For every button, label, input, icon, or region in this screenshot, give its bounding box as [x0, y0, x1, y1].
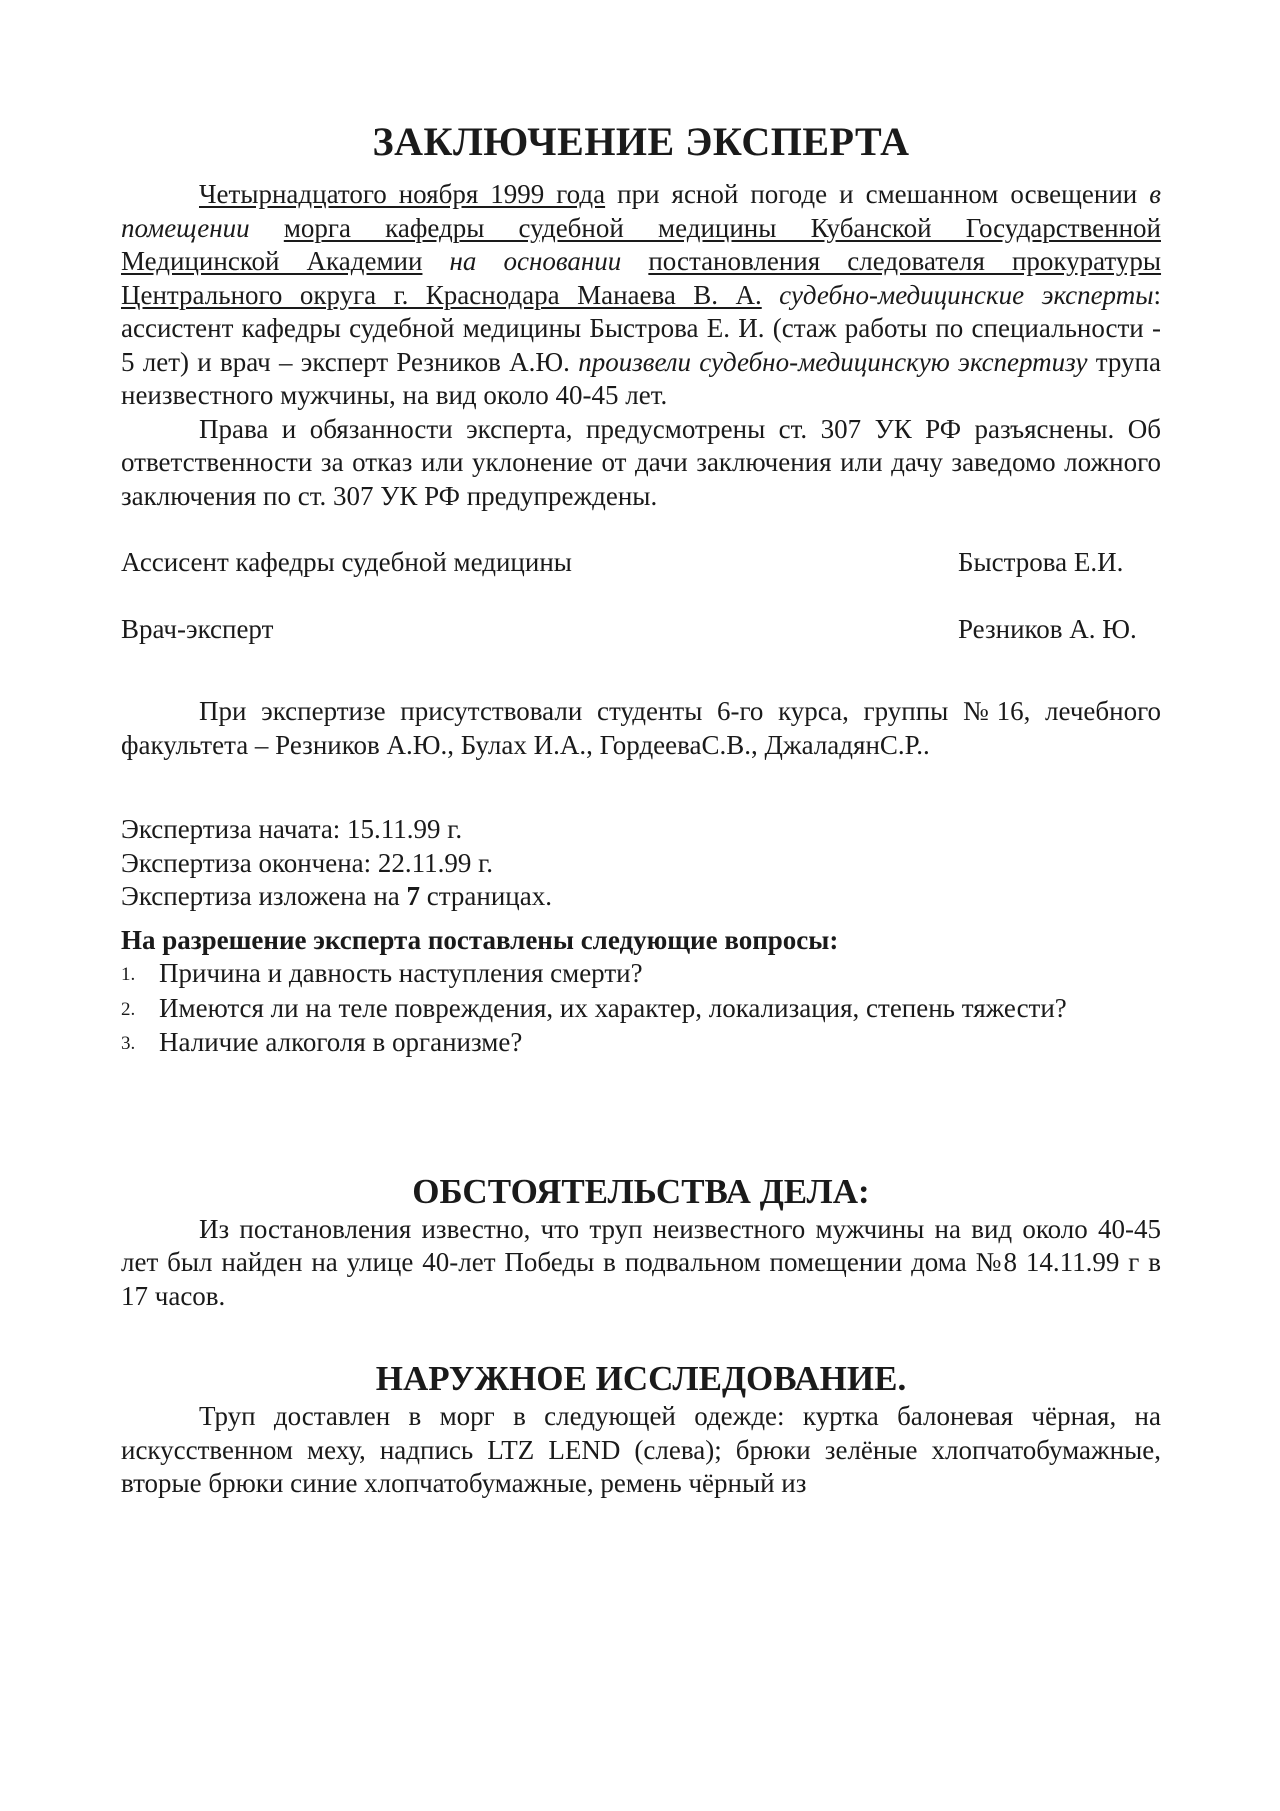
list-item-text: Наличие алкоголя в организме?: [159, 1027, 523, 1057]
document-title: ЗАКЛЮЧЕНИЕ ЭКСПЕРТА: [372, 119, 910, 164]
expertise-pages: Экспертиза изложена на 7 страницах.: [121, 881, 552, 911]
signature-row-doctor: [121, 613, 1161, 647]
external-heading: НАРУЖНОЕ ИССЛЕДОВАНИЕ.: [375, 1359, 907, 1398]
rights-paragraph: Права и обязанности эксперта, предусмотрены ст. 307 УК РФ разъяснены. Об ответственности за отказ или уклонение от дачи заключения или дачу заведомо ложного заключения по ст. 307 УК РФ предупреждены.: [121, 413, 1161, 511]
intro-date: Четырнадцатого ноября 1999 года: [199, 179, 606, 209]
expertise-started: Экспертиза начата: 15.11.99 г.: [121, 814, 463, 844]
intro-in-room: в помещении: [121, 179, 1161, 243]
questions-list: [121, 957, 1161, 1061]
intro-on-basis: на основании: [449, 246, 622, 276]
list-item-text: Причина и давность наступления смерти?: [159, 958, 643, 988]
intro-subject: трупа неизвестного мужчины, на вид около 40-45 лет.: [121, 346, 1161, 410]
intro-morgue: морга кафедры судебной медицины Кубанской Государственной Медицинской Академии: [121, 212, 1161, 276]
signature-role: Врач-эксперт: [121, 613, 274, 644]
intro-resolution: постановления следователя прокуратуры Центрального округа г. Краснодара Манаева В. А.: [121, 246, 1162, 310]
intro-experts-label: судебно-медицинские эксперты: [779, 279, 1154, 310]
intro-performed: произвели судебно-медицинскую экспертизу: [578, 346, 1088, 377]
list-item-number: 1.: [121, 964, 136, 985]
questions-heading: На разрешение эксперта поставлены следующие вопросы:: [121, 924, 839, 955]
pages-count: 7: [406, 881, 421, 911]
list-item: [121, 957, 1161, 992]
list-item-number: 3.: [121, 1033, 136, 1054]
expertise-dates: [121, 813, 1161, 914]
list-item-text: Имеются ли на теле повреждения, их характер, локализация, степень тяжести?: [159, 992, 1067, 1023]
expertise-finished: Экспертиза окончена: 22.11.99 г.: [121, 847, 493, 878]
attendees-paragraph: При экспертизе присутствовали студенты 6-го курса, группы №16, лечебного факультета – Резников А.Ю., Булах И.А., ГордееваС.В., ДжаладянС.Р..: [121, 696, 1161, 760]
intro-experts: : ассистент кафедры судебной медицины Быстрова Е. И. (стаж работы по специальности - 5 лет) и врач – эксперт Резников А.Ю.: [121, 279, 1161, 377]
signature-name: Резников А. Ю.: [958, 613, 1137, 644]
signature-name: Быстрова Е.И.: [958, 547, 1124, 577]
intro-paragraph: [121, 178, 1161, 413]
list-item: [121, 1026, 1161, 1061]
document-content: [121, 118, 1161, 1501]
intro-conditions: при ясной погоде и смешанном освещении: [605, 179, 1150, 209]
list-item: [121, 992, 1161, 1027]
circumstances-heading: ОБСТОЯТЕЛЬСТВА ДЕЛА:: [412, 1171, 870, 1211]
external-paragraph: Труп доставлен в морг в следующей одежде: куртка балоневая чёрная, на искусственном меху, надпись LTZ LEND (слева); брюки зелёные хлопчатобумажные, вторые брюки синие хлопчатобумажные, ремень чёрный из: [121, 1401, 1161, 1498]
circumstances-paragraph: Из постановления известно, что труп неизвестного мужчины на вид около 40-45 лет был найден на улице 40-лет Победы в подвальном помещении дома №8 14.11.99 г в 17 часов.: [121, 1213, 1161, 1311]
signature-row-assistant: [121, 546, 1161, 580]
list-item-number: 2.: [121, 998, 136, 1020]
signature-role: Ассисент кафедры судебной медицины: [121, 547, 572, 577]
